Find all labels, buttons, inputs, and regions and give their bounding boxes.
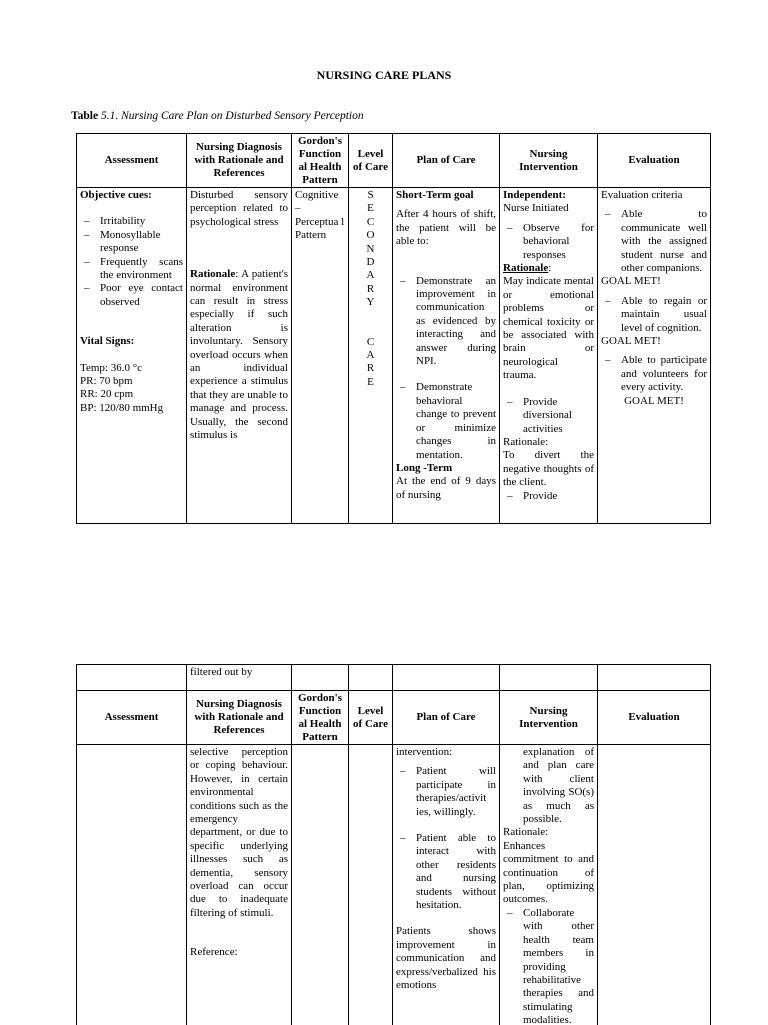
vital-rr: RR: 20 cpm (80, 388, 134, 401)
header-nursing-diagnosis: Nursing Diagnosis with Rationale and References (187, 691, 292, 745)
header-plan-of-care: Plan of Care (393, 134, 500, 188)
header-nursing-intervention: Nursing Intervention (500, 691, 598, 745)
goal-status: GOAL MET! (601, 335, 661, 348)
list-item: – Patient able to interact with other residents and nursing students without hesitation. (400, 832, 496, 912)
header-nursing-diagnosis: Nursing Diagnosis with Rationale and References (187, 134, 292, 188)
list-item: – Patient will participate in therapies/activit ies, willingly. (400, 765, 496, 818)
list-item: – Able to communicate well with the assigned student nurse and other companions. (605, 208, 707, 275)
care-plan-table-1 (76, 133, 711, 524)
intervention-cell: Independent: Nurse Initiated – Observe for behavioral responses Rationale: May indicate mental or emotional problems or chemical toxicity or be associated with brain or neurological trauma. – Provide diversional activities Rationale: To divert the negative thoughts of the client. – Provide (500, 188, 598, 524)
carry-over-text: filtered out by (187, 665, 292, 691)
list-item: – Poor eye contact observed (84, 282, 183, 308)
reference-label: Reference: (190, 946, 238, 959)
short-term-text: After 4 hours of shift, the patient will be able to: (396, 208, 496, 248)
goal-status: GOAL MET! (601, 275, 661, 288)
list-item: – Demonstrate behavioral change to prevent or minimize changes in mentation. (400, 381, 496, 461)
long-term-text: At the end of 9 days of nursing (396, 475, 496, 501)
header-row (77, 134, 711, 188)
header-level-of-care: Level of Care (349, 691, 393, 745)
header-plan-of-care: Plan of Care (393, 691, 500, 745)
header-gordons-pattern: Gordon's Function al Health Pattern (292, 134, 349, 188)
caption-number: 5.1. (100, 110, 119, 122)
header-assessment: Assessment (77, 134, 187, 188)
list-item: – Frequently scans the environment (84, 255, 183, 282)
short-term-label: Short-Term goal (396, 189, 474, 201)
caption-label: Table (71, 110, 99, 122)
list-item: – Provide (507, 489, 558, 502)
list-item: – Demonstrate an improvement in communication as evidenced by interacting and answer during NPI. (400, 274, 496, 368)
caption-text: Nursing Care Plan on Disturbed Sensory Perception (121, 110, 364, 122)
list-item: – Monosyllable response (84, 228, 161, 255)
gordons-cell: Cognitive – Perceptua l Pattern (292, 188, 349, 524)
list-item: – Able to regain or maintain usual level of cognition. (605, 294, 707, 334)
list-item: – Able to participate and volunteers for every activity. (605, 354, 707, 394)
list-item: – Irritability (84, 215, 146, 228)
header-level-of-care: Level of Care (349, 134, 393, 188)
vital-bp: BP: 120/80 mmHg (80, 401, 164, 414)
header-row (77, 691, 711, 745)
table-caption (71, 110, 364, 122)
header-assessment: Assessment (77, 691, 187, 745)
list-item: – Provide diversional activities (507, 395, 572, 435)
diagnosis-text: Disturbed sensory perception related to psychological stress (190, 189, 288, 228)
header-evaluation: Evaluation (598, 691, 711, 745)
care-plan-table-2 (76, 664, 711, 1025)
diagnosis-cell (187, 188, 292, 524)
list-item: – Observe for behavioral responses (507, 221, 594, 261)
header-nursing-intervention: Nursing Intervention (500, 134, 598, 188)
intervention-cell: explanation of and plan care with client involving SO(s) as much as possible. Rationale: Enhances commitment to and continuation of plan, optimizing outcomes. – Collaborate with other health team members in providing rehabilitative therapies and stimulating modalities. (500, 745, 598, 1025)
independent-label: Independent: (503, 189, 566, 201)
plan-of-care-cell: intervention: – Patient will participate in therapies/activit ies, willingly. – Patient able to interact with other residents and nursing students without hesitation. Patients shows improvement in communication and express/verbalized his emotions (393, 745, 500, 1025)
diagnosis-rationale: Rationale: A patient's normal environment can result in stress especially if such alteration is involuntary. Sensory overload occurs when an individual experience a stimulus that they are unable to manage and process. Usually, the second stimulus is (190, 268, 288, 442)
vital-temp: Temp: 36.0 °c (80, 361, 142, 374)
objective-cues-label: Objective cues: (80, 189, 152, 201)
body-row (77, 745, 711, 1025)
plan-of-care-cell (393, 188, 500, 524)
vital-pr: PR: 70 bpm (80, 375, 133, 388)
header-gordons-pattern: Gordon's Function al Health Pattern (292, 691, 349, 745)
assessment-cell (77, 188, 187, 524)
long-term-label: Long -Term (396, 461, 453, 474)
vital-signs-label: Vital Signs: (80, 335, 135, 348)
diagnosis-cell: selective perception or coping behaviour. However, in certain environmental conditions such as the emergency department, or due to specific underlying illnesses such as dementia, sensory overload can occur due to inadequate filtering of stimuli. Reference: (187, 745, 292, 1025)
header-evaluation: Evaluation (598, 134, 711, 188)
goal-status: GOAL MET! (624, 394, 684, 407)
list-item: – Collaborate with other health team members in providing rehabilitative therapies and stimulating modalities. (507, 906, 594, 1025)
evaluation-cell: Evaluation criteria – Able to communicate well with the assigned student nurse and other companions. GOAL MET! – Able to regain or maintain usual level of cognition. GOAL MET! – Able to participate and volunteers for every activity. GOAL MET! (598, 188, 711, 524)
body-row (77, 188, 711, 524)
rationale-1: Rationale: (503, 262, 552, 275)
page-title: NURSING CARE PLANS (316, 68, 452, 82)
carry-over-row (77, 665, 711, 691)
level-of-care-cell: S E C O N D A R Y C A R E (349, 188, 393, 524)
